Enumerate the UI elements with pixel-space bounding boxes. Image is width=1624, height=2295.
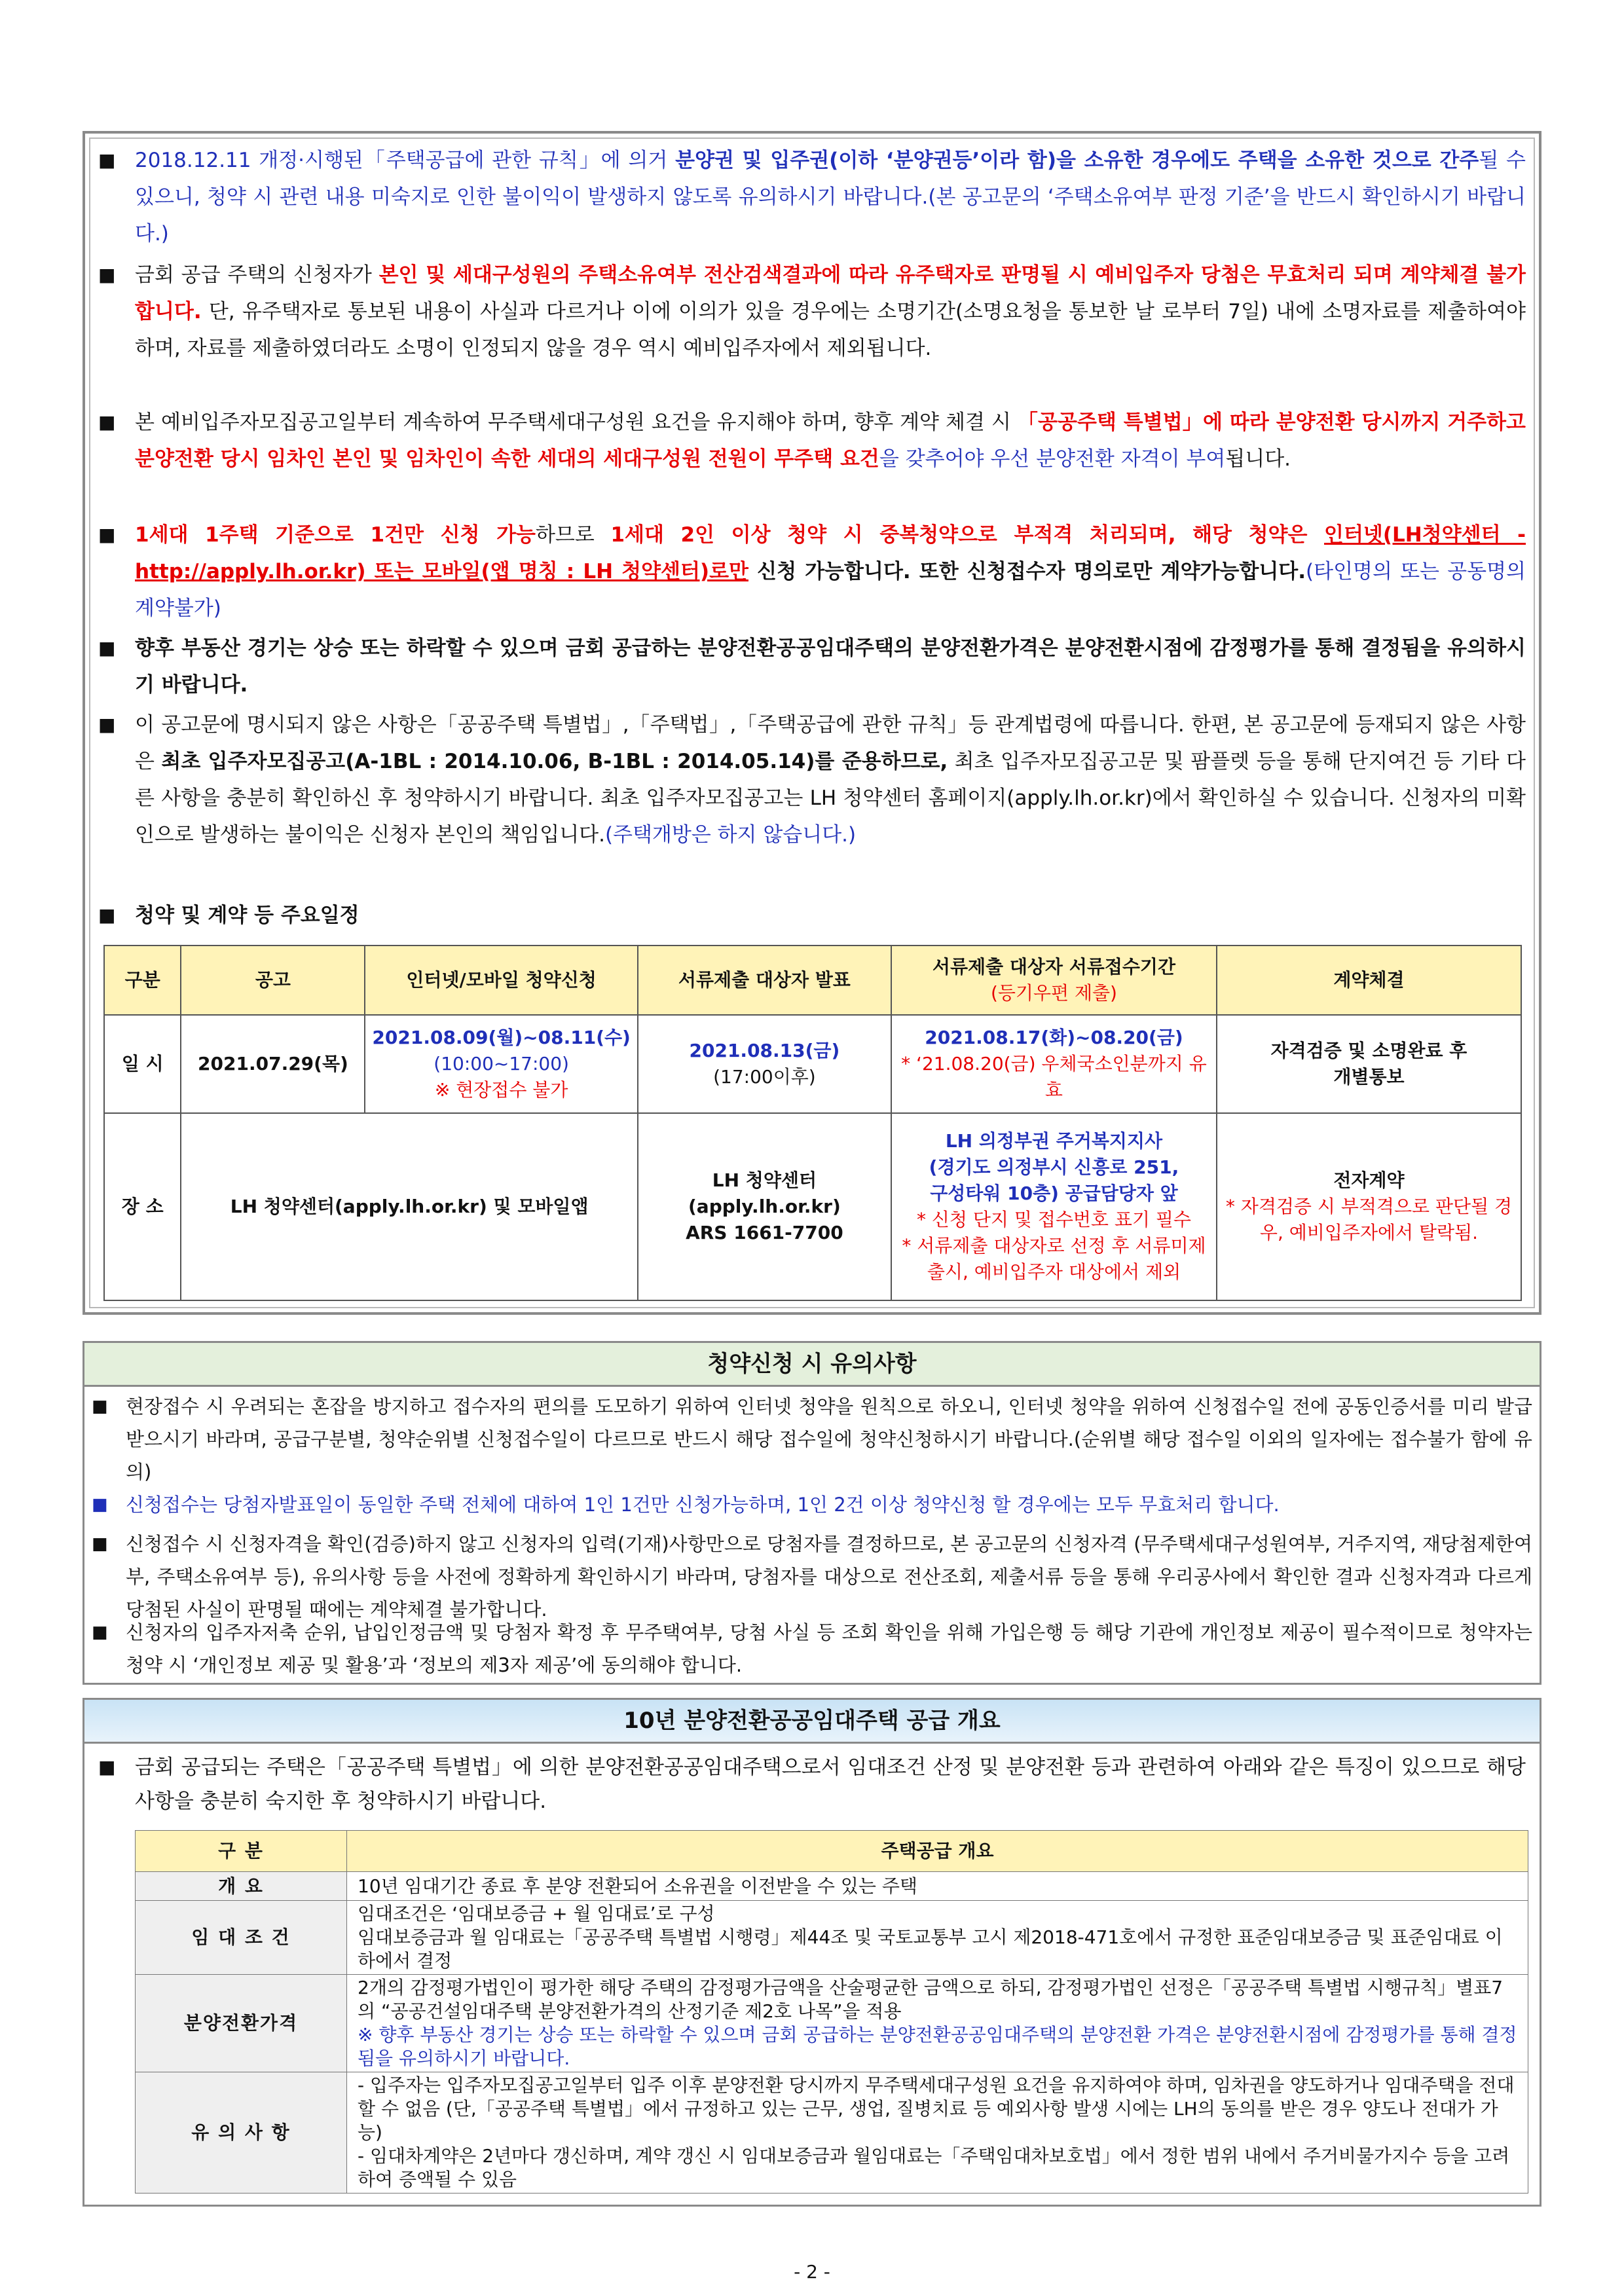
notice-item-2: ■ 금회 공급 주택의 신청자가 본인 및 세대구성원의 주택소유여부 전산검색결과에 따라 유주택자로 판명될 시 예비입주자 당첨은 무효처리 되며 계약체결 불가합니다. 단, 유주택자로 통보된 내용이 사실과 다르거나 이에 이의가 있을 경우에는 소명기간(소명요청을 통보한 날 로부터 7일) 내에 소명자료를 제출하여야 하며, 자료를 제출하였더라도 소명이 인정되지 않을 경우 역시 예비입주자에서 제외됩니다. xyxy=(98,257,1526,367)
notice-item-6: ■ 이 공고문에 명시되지 않은 사항은「공공주택 특별법」,「주택법」,「주택공급에 관한 규칙」등 관계법령에 따릅니다. 한편, 본 공고문에 등재되지 않은 사항은 최초 입주자모집공고(A-1BL : 2014.10.06, B-1BL : 2014.05.14)를 준용하므로, 최초 입주자모집공고문 및 팜플렛 등을 통해 단지여건 등 기타 다른 사항을 충분히 확인하신 후 청약하시기 바랍니다. 최초 입주자모집공고는 LH 청약센터 홈페이지(apply.lh.or.kr)에서 확인하실 수 있습니다. 신청자의 미확인으로 발생하는 불이익은 신청자 본인의 책임입니다.(주택개방은 하지 않습니다.) xyxy=(98,707,1526,853)
schedule-row-date: 일 시 2021.07.29(목) 2021.08.09(월)~08.11(수) (10:00~17:00) ※ 현장접수 불가 2021.08.13(금) (17:00이후) 2021.08.17(화)~08.20(금) * ‘21.08.20(금) 우체국소인분까지 유효 자격검증 및 소명완료 후 개별통보 xyxy=(104,1015,1521,1113)
overview-table xyxy=(135,1830,1528,2194)
overview-row-lease: 임 대 조 건 임대조건은 ‘임대보증금 + 월 임대료’로 구성 임대보증금과 월 임대료는「공공주택 특별법 시행령」제44조 및 국토교통부 고시 제2018-471호에서 규정한 표준임대보증금 및 표준임대료 이하에서 결정 xyxy=(136,1901,1528,1975)
section-title-overview: 10년 분양전환공공임대주택 공급 개요 xyxy=(83,1698,1541,1744)
precaution-item-4: ■ 신청자의 입주자저축 순위, 납입인정금액 및 당첨자 확정 후 무주택여부, 당첨 사실 등 조회 확인을 위해 가입은행 등 해당 기관에 개인정보 제공이 필수적이므로 청약자는 청약 시 ‘개인정보 제공 및 활용’과 ‘정보의 제3자 제공’에 동의해야 합니다. xyxy=(92,1616,1532,1681)
overview-header-row: 구 분 주택공급 개요 xyxy=(136,1831,1528,1872)
notice-item-5: ■ 향후 부동산 경기는 상승 또는 하락할 수 있으며 금회 공급하는 분양전환공공임대주택의 분양전환가격은 분양전환시점에 감정평가를 통해 결정됨을 유의하시기 바랍니다. xyxy=(98,630,1526,703)
precaution-item-2: ■ 신청접수는 당첨자발표일이 동일한 주택 전체에 대하여 1인 1건만 신청가능하며, 1인 2건 이상 청약신청 할 경우에는 모두 무효처리 합니다. xyxy=(92,1488,1532,1521)
notice-item-4: ■ 1세대 1주택 기준으로 1건만 신청 가능하므로 1세대 2인 이상 청약 시 중복청약으로 부적격 처리되며, 해당 청약은 인터넷(LH청약센터 - http://apply.lh.or.kr) 또는 모바일(앱 명칭 : LH 청약센터)로만 신청 가능합니다. 또한 신청접수자 명의로만 계약가능합니다.(타인명의 또는 공동명의 계약불가) xyxy=(98,517,1526,627)
precaution-item-1: ■ 현장접수 시 우려되는 혼잡을 방지하고 접수자의 편의를 도모하기 위하여 인터넷 청약을 원칙으로 하오니, 인터넷 청약을 위하여 신청접수일 전에 공동인증서를 미리 발급 받으시기 바라며, 공급구분별, 청약순위별 신청접수일이 다르므로 반드시 해당 접수일에 청약신청하시기 바랍니다.(순위별 해당 접수일 이외의 일자에는 접수불가 함에 유의) xyxy=(92,1390,1532,1488)
schedule-col-apply: 인터넷/모바일 청약신청 xyxy=(365,946,637,1015)
schedule-col-docs: 서류제출 대상자 서류접수기간 (등기우편 제출) xyxy=(891,946,1217,1015)
page-number: - 2 - xyxy=(794,2261,830,2283)
schedule-col-notice: 공고 xyxy=(181,946,365,1015)
section-title-precautions: 청약신청 시 유의사항 xyxy=(83,1341,1541,1387)
overview-row-price: 분양전환가격 2개의 감정평가법인이 평가한 해당 주택의 감정평가금액을 산술평균한 금액으로 하되, 감정평가법인 선정은「공공주택 특별법 시행규칙」별표7의 “공공건설임대주택 분양전환가격의 산정기준 제2호 나목”을 적용 ※ 향후 부동산 경기는 상승 또는 하락할 수 있으며 금회 공급하는 분양전환공공임대주택의 분양전환 가격은 분양전환시점에 감정평가를 통해 결정됨을 유의하시기 바랍니다. xyxy=(136,1975,1528,2072)
notice-item-1: ■ 2018.12.11 개정·시행된「주택공급에 관한 규칙」에 의거 분양권 및 입주권(이하 ‘분양권등’이라 함)을 소유한 경우에도 주택을 소유한 것으로 간주될 수 있으니, 청약 시 관련 내용 미숙지로 인한 불이익이 발생하지 않도록 유의하시기 바랍니다.(본 공고문의 ‘주택소유여부 판정 기준’을 반드시 확인하시기 바랍니다.) xyxy=(98,142,1526,252)
schedule-heading: ■ 청약 및 계약 등 주요일정 xyxy=(98,897,1526,934)
overview-intro: ■ 금회 공급되는 주택은「공공주택 특별법」에 의한 분양전환공공임대주택으로서 임대조건 산정 및 분양전환 등과 관련하여 아래와 같은 특징이 있으므로 해당 사항을 충분히 숙지한 후 청약하시기 바랍니다. xyxy=(98,1750,1526,1818)
schedule-col-announce: 서류제출 대상자 발표 xyxy=(638,946,891,1015)
overview-row-cautions: 유 의 사 항 - 입주자는 입주자모집공고일부터 입주 이후 분양전환 당시까지 무주택세대구성원 요건을 유지하여야 하며, 임차권을 양도하거나 임대주택을 전대할 수 없음 (단,「공공주택 특별법」에서 규정하고 있는 근무, 생업, 질병치료 등 예외사항 발생 시에는 LH의 동의를 받은 경우 양도나 전대가 가능) - 임대차계약은 2년마다 갱신하며, 계약 갱신 시 임대보증금과 월임대료는「주택임대차보호법」에서 정한 범위 내에서 주거비물가지수 등을 고려하여 증액될 수 있음 xyxy=(136,2072,1528,2194)
schedule-col-contract: 계약체결 xyxy=(1217,946,1521,1015)
schedule-row-place: 장 소 LH 청약센터(apply.lh.or.kr) 및 모바일앱 LH 청약센터 (apply.lh.or.kr) ARS 1661-7700 LH 의정부권 주거복지지사 (경기도 의정부시 신흥로 251, 구성타워 10층) 공급담당자 앞 * 신청 단지 및 접수번호 표기 필수 * 서류제출 대상자로 선정 후 서류미제출시, 예비입주자 대상에서 제외 전자계약 * 자격검증 시 부적격으로 판단될 경우, 예비입주자에서 탈락됨. xyxy=(104,1113,1521,1300)
precaution-item-3: ■ 신청접수 시 신청자격을 확인(검증)하지 않고 신청자의 입력(기재)사항만으로 당첨자를 결정하므로, 본 공고문의 신청자격 (무주택세대구성원여부, 거주지역, 재당첨제한여부, 주택소유여부 등), 유의사항 등을 사전에 정확하게 확인하시기 바라며, 당첨자를 대상으로 전산조회, 제출서류 등을 통해 우리공사에서 확인한 결과 신청자격과 다르게 당첨된 사실이 판명될 때에는 계약체결 불가합니다. xyxy=(92,1528,1532,1626)
schedule-col-category: 구분 xyxy=(104,946,181,1015)
notice-item-3: ■ 본 예비입주자모집공고일부터 계속하여 무주택세대구성원 요건을 유지해야 하며, 향후 계약 체결 시 「공공주택 특별법」에 따라 분양전환 당시까지 거주하고 분양전환 당시 임차인 본인 및 임차인이 속한 세대의 세대구성원 전원이 무주택 요건을 갖추어야 우선 분양전환 자격이 부여됩니다. xyxy=(98,404,1526,477)
schedule-header-row xyxy=(104,946,1521,1015)
schedule-table xyxy=(103,945,1522,1301)
overview-row-summary: 개 요 10년 임대기간 종료 후 분양 전환되어 소유권을 이전받을 수 있는 주택 xyxy=(136,1872,1528,1901)
